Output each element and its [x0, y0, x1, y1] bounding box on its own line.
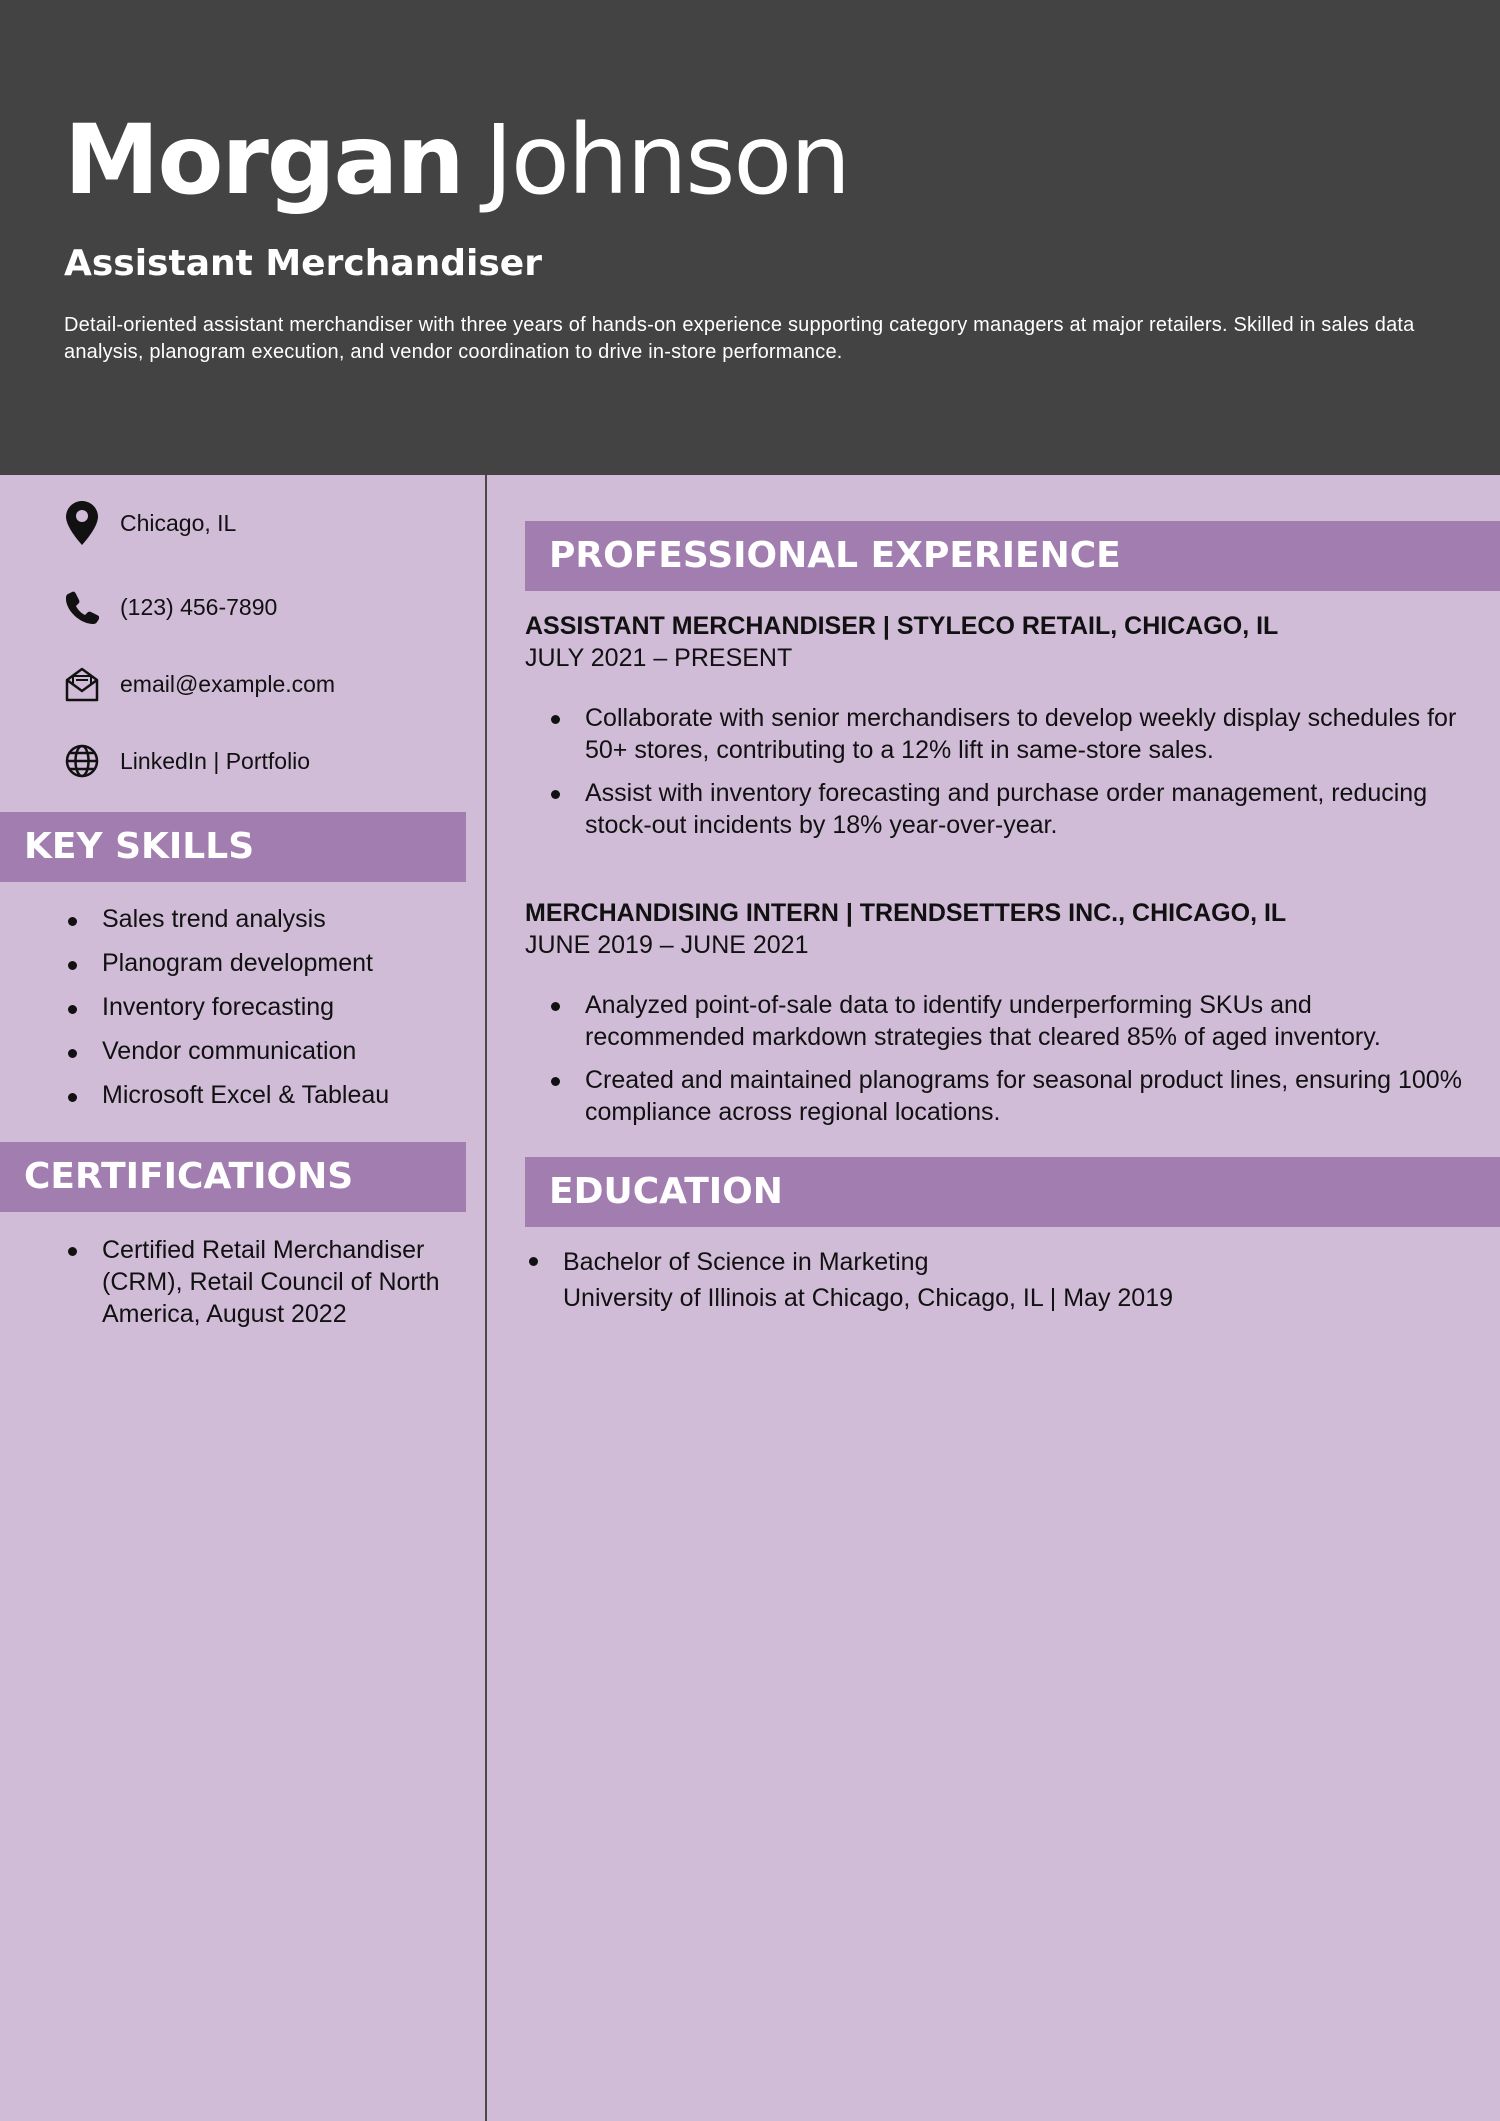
candidate-name	[64, 104, 849, 216]
list-item: Collaborate with senior merchandisers to develop weekly display schedules for 50+ stores, contributing to a 12% lift in same-store sales.	[547, 702, 1465, 766]
column-divider	[485, 475, 487, 2121]
certifications-list	[64, 1234, 464, 1330]
experience-heading: PROFESSIONAL EXPERIENCE	[525, 521, 1500, 591]
education-entry	[525, 1244, 1465, 1316]
contact-email	[64, 661, 335, 707]
list-item: Microsoft Excel & Tableau	[64, 1080, 464, 1124]
list-item: Analyzed point-of-sale data to identify underperforming SKUs and recommended markdown strategies that cleared 85% of aged inventory.	[547, 989, 1465, 1053]
job-dates: JULY 2021 – PRESENT	[525, 644, 793, 672]
certifications-heading: CERTIFICATIONS	[0, 1142, 466, 1212]
last-name: Johnson	[484, 104, 849, 216]
list-item: Sales trend analysis	[64, 904, 464, 948]
school-details: University of Illinois at Chicago, Chicago, IL | May 2019	[563, 1284, 1174, 1312]
job-dates: JUNE 2019 – JUNE 2021	[525, 931, 809, 959]
contact-web	[64, 738, 310, 784]
list-item: Certified Retail Merchandiser (CRM), Retail Council of North America, August 2022	[64, 1234, 464, 1330]
map-pin-icon	[64, 500, 100, 546]
key-skills-heading: KEY SKILLS	[0, 812, 466, 882]
phone-text[interactable]: (123) 456-7890	[120, 593, 278, 620]
skills-list	[64, 904, 464, 1124]
contact-location	[64, 500, 236, 546]
email-text[interactable]: email@example.com	[120, 670, 336, 697]
envelope-icon	[64, 661, 100, 707]
resume-header	[0, 0, 1500, 475]
list-item: Assist with inventory forecasting and purchase order management, reducing stock-out incidents by 18% year-over-year.	[547, 777, 1465, 841]
job-entry-1	[525, 610, 1465, 852]
job-title-company: ASSISTANT MERCHANDISER | STYLECO RETAIL, CHICAGO, IL	[525, 612, 1279, 640]
first-name: Morgan	[64, 104, 463, 216]
profile-summary: Detail-oriented assistant merchandiser with three years of hands-on experience supporting category managers at major retailers. Skilled in sales data analysis, planogram execution, and vendor coordination to drive in-store performance.	[64, 314, 1415, 363]
list-item: Inventory forecasting	[64, 992, 464, 1036]
education-heading: EDUCATION	[525, 1157, 1500, 1227]
contact-phone	[64, 584, 277, 630]
location-text: Chicago, IL	[120, 509, 237, 536]
list-item: Vendor communication	[64, 1036, 464, 1080]
job-bullets	[547, 702, 1465, 841]
job-title: Assistant Merchandiser	[64, 243, 542, 284]
web-links-text[interactable]: LinkedIn | Portfolio	[120, 747, 311, 774]
list-item: Planogram development	[64, 948, 464, 992]
phone-icon	[64, 584, 100, 630]
globe-icon	[64, 738, 100, 784]
degree: Bachelor of Science in Marketing	[525, 1244, 1465, 1280]
job-entry-2	[525, 897, 1465, 1139]
job-bullets	[547, 989, 1465, 1128]
list-item: Created and maintained planograms for seasonal product lines, ensuring 100% compliance across regional locations.	[547, 1064, 1465, 1128]
job-title-company: MERCHANDISING INTERN | TRENDSETTERS INC., CHICAGO, IL	[525, 899, 1287, 927]
